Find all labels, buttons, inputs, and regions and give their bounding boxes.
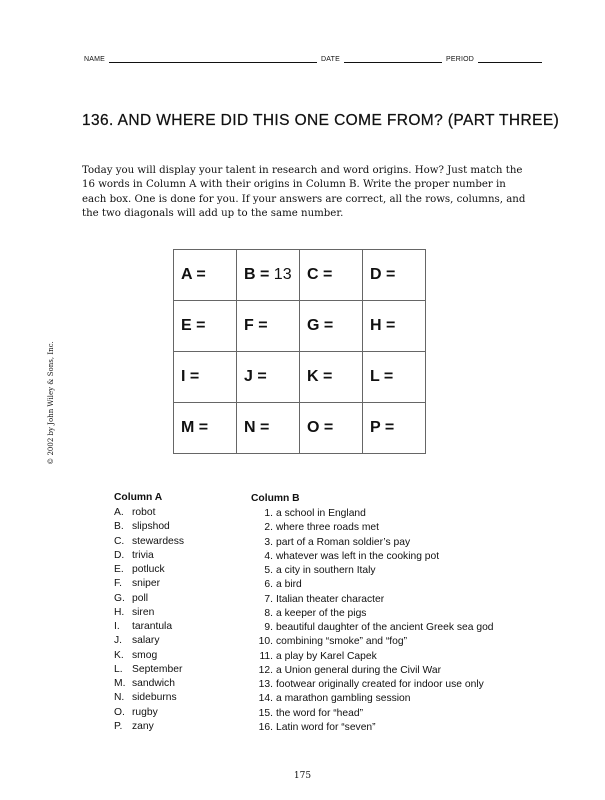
column-a-item (114, 706, 184, 720)
column-b-number: 11. (259, 650, 273, 662)
column-b-origin: whatever was left in the cooking pot (276, 550, 440, 562)
grid-cell-label: H = (370, 317, 396, 334)
column-a-letter: H. (114, 606, 125, 618)
period-field[interactable] (478, 55, 542, 63)
column-a-letter: P. (114, 720, 123, 732)
grid-cell[interactable] (363, 403, 426, 454)
grid-cell[interactable] (237, 301, 300, 352)
page-number: 175 (293, 771, 312, 781)
column-a-heading: Column A (114, 492, 163, 503)
grid-cell-label: L = (370, 368, 394, 385)
column-a-letter: N. (114, 692, 125, 704)
column-b-item (251, 550, 494, 564)
grid-cell-label: P = (370, 419, 395, 436)
grid-cell-label: O = (307, 419, 334, 436)
column-a-word: sideburns (132, 692, 177, 704)
column-b-origin: a Union general during the Civil War (276, 664, 442, 676)
column-b-number: 14. (258, 693, 273, 705)
column-b (251, 492, 494, 735)
column-a-item (114, 634, 184, 648)
grid-cell-label: I = (181, 368, 200, 385)
grid-cell-label: E = (181, 317, 206, 334)
column-a-word: smog (132, 649, 158, 661)
column-a-letter: C. (114, 535, 125, 547)
grid-row (174, 250, 426, 301)
page-title: 136. AND WHERE DID THIS ONE COME FROM? (PART THREE) (82, 112, 560, 129)
grid-cell-label: G = (307, 317, 334, 334)
grid-cell[interactable] (174, 352, 237, 403)
column-b-number: 5. (264, 565, 273, 576)
column-a-item (114, 691, 184, 705)
column-a-item (114, 592, 184, 606)
column-b-number: 15. (258, 707, 273, 719)
grid-cell[interactable] (363, 352, 426, 403)
column-b-item (251, 650, 494, 664)
column-a-word: poll (132, 592, 149, 604)
column-b-item (251, 536, 494, 550)
grid-cell[interactable] (174, 403, 237, 454)
column-a-letter: I. (114, 621, 120, 632)
column-a-word: zany (132, 720, 154, 732)
date-field[interactable] (344, 55, 442, 63)
column-b-number: 13. (258, 679, 273, 690)
column-a-word: robot (132, 507, 156, 518)
grid-row (174, 352, 426, 403)
grid-cell[interactable] (237, 352, 300, 403)
instructions: Today you will display your talent in research and word origins. How? Just match the 16 words in Column A with their origins in Column B. Write the proper number in each box. One is done for you. If your answers are correct, all the rows, columns, and the two diagonals will add up to the same number. (82, 165, 526, 220)
column-b-number: 3. (264, 536, 273, 548)
grid-cell[interactable] (300, 403, 363, 454)
column-b-origin: part of a Roman soldier’s pay (276, 536, 411, 548)
column-a-letter: B. (114, 521, 124, 533)
grid-cell[interactable] (237, 403, 300, 454)
column-a-word: rugby (132, 706, 158, 718)
column-b-item (251, 607, 494, 621)
column-b-origin: a marathon gambling session (276, 693, 411, 705)
column-b-item (251, 692, 494, 706)
grid-cell[interactable] (174, 301, 237, 352)
column-a-word: sandwich (132, 678, 175, 689)
grid-cell-label: J = (244, 368, 267, 385)
column-a-item (114, 649, 184, 663)
grid-cell-label: N = (244, 419, 270, 436)
column-b-number: 4. (264, 550, 273, 562)
column-a-letter: O. (114, 706, 125, 718)
column-b-number: 6. (264, 579, 273, 591)
name-field[interactable] (109, 55, 317, 63)
column-b-item (251, 664, 494, 678)
column-a (114, 491, 184, 734)
column-a-item (114, 677, 184, 691)
grid-cell[interactable] (174, 250, 237, 301)
column-a-letter: E. (114, 564, 124, 575)
column-b-number: 7. (264, 593, 273, 605)
column-b-origin: footwear originally created for indoor use only (276, 679, 484, 690)
grid-cell-label: K = (307, 368, 333, 385)
column-b-number: 9. (264, 622, 273, 633)
column-b-origin: a bird (276, 579, 302, 591)
column-a-list (114, 506, 184, 734)
column-a-item (114, 520, 184, 534)
column-b-item (251, 707, 494, 721)
column-b-origin: where three roads met (276, 522, 380, 534)
column-b-origin: beautiful daughter of the ancient Greek sea god (276, 622, 494, 633)
name-label: NAME (84, 56, 106, 63)
column-a-letter: M. (114, 678, 126, 689)
column-b-item (251, 621, 494, 635)
column-a-letter: K. (114, 649, 124, 661)
grid-cell[interactable] (237, 250, 300, 301)
grid-cell-label: A = (181, 266, 206, 283)
column-b-number: 16. (258, 721, 273, 733)
column-b-origin: a school in England (276, 508, 366, 519)
grid-row (174, 301, 426, 352)
column-a-letter: G. (114, 592, 125, 604)
grid-cell-label: B = (244, 266, 270, 283)
column-a-word: salary (132, 635, 160, 647)
column-a-word: trivia (132, 549, 154, 561)
column-a-letter: J. (114, 635, 123, 647)
grid-row (174, 403, 426, 454)
date-label: DATE (321, 56, 340, 63)
column-a-letter: F. (114, 578, 123, 590)
grid-cell[interactable] (300, 352, 363, 403)
column-b-item (251, 521, 494, 535)
column-b-origin: the word for “head” (276, 707, 363, 719)
column-a-word: September (132, 663, 183, 675)
grid-cell-answer: 13 (273, 266, 292, 283)
column-a-letter: D. (114, 549, 125, 561)
column-a-item (114, 506, 184, 520)
column-b-item (251, 635, 494, 649)
column-b-origin: a play by Karel Capek (276, 650, 377, 662)
column-a-word: slipshod (132, 521, 170, 533)
column-b-list (251, 507, 494, 735)
column-b-number: 12. (258, 664, 273, 676)
column-b-item (251, 578, 494, 592)
column-b-item (251, 721, 494, 735)
column-b-item (251, 593, 494, 607)
grid-cell-label: F = (244, 317, 268, 334)
column-a-item (114, 549, 184, 563)
period-label: PERIOD (445, 56, 475, 63)
grid-cell-label: C = (307, 266, 333, 283)
column-a-word: stewardess (132, 535, 185, 547)
column-a-item (114, 535, 184, 549)
column-a-word: tarantula (132, 621, 173, 632)
column-a-item (114, 606, 184, 620)
column-b-origin: Italian theater character (276, 593, 385, 605)
column-a-letter: A. (114, 507, 124, 518)
column-b-origin: Latin word for “seven” (276, 721, 376, 733)
column-a-word: siren (132, 606, 155, 618)
grid-cell[interactable] (300, 301, 363, 352)
column-b-number: 8. (264, 607, 273, 619)
grid-cell-label: D = (370, 266, 396, 283)
copyright-notice: © 2002 by John Wiley & Sons, Inc. (47, 341, 55, 465)
column-a-item (114, 720, 184, 734)
column-b-origin: combining “smoke” and “fog” (276, 636, 408, 648)
column-b-heading: Column B (251, 493, 300, 504)
grid-cell[interactable] (363, 250, 426, 301)
column-a-item (114, 620, 184, 634)
column-a-letter: L. (114, 663, 123, 675)
grid-cell-label: M = (181, 419, 209, 436)
column-a-word: sniper (132, 578, 161, 590)
column-a-item (114, 663, 184, 677)
grid-cell[interactable] (300, 250, 363, 301)
column-b-number: 1. (264, 508, 273, 519)
header-fields (84, 55, 548, 63)
grid-cell[interactable] (363, 301, 426, 352)
column-a-word: potluck (132, 564, 165, 575)
magic-square-grid (173, 249, 426, 454)
column-b-item (251, 564, 494, 578)
column-b-origin: a keeper of the pigs (276, 607, 367, 619)
column-b-item (251, 507, 494, 521)
column-b-origin: a city in southern Italy (276, 565, 376, 576)
column-b-item (251, 678, 494, 692)
column-b-number: 10. (258, 636, 273, 648)
column-b-number: 2. (264, 522, 273, 534)
column-a-item (114, 563, 184, 577)
column-a-item (114, 577, 184, 591)
